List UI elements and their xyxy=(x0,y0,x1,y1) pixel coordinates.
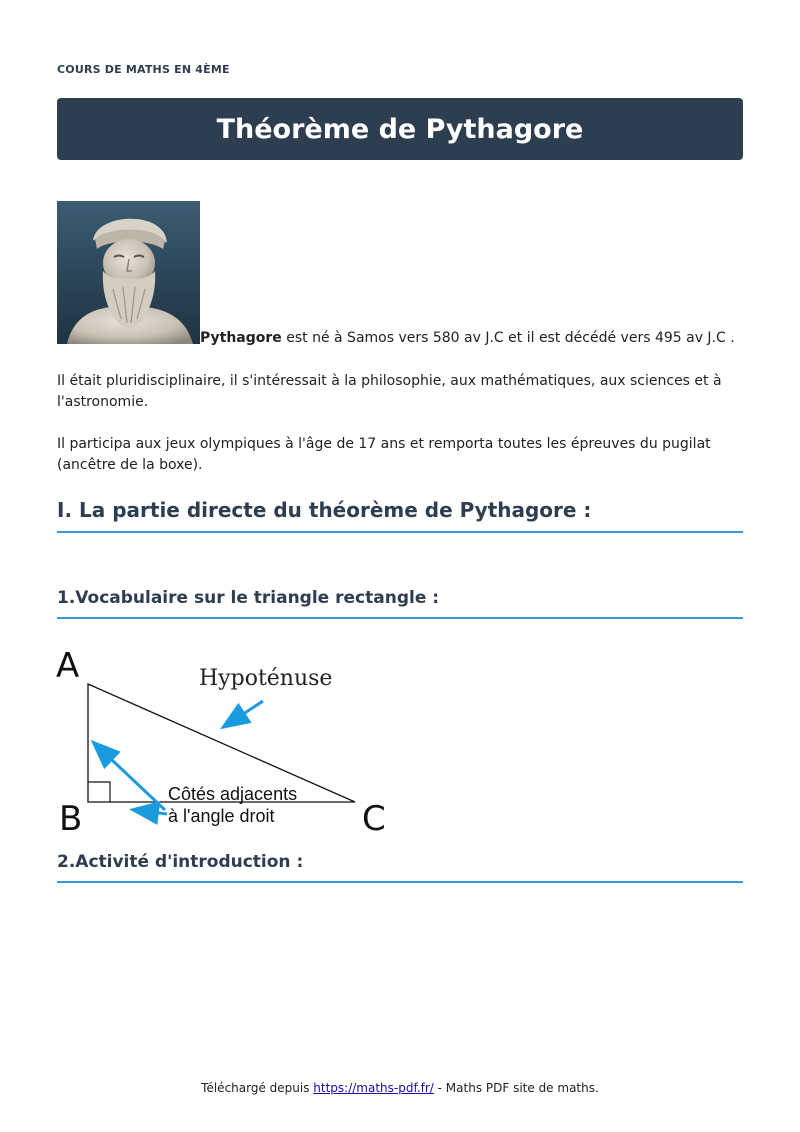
vertex-c-label: C xyxy=(362,799,386,839)
vertex-a-label: A xyxy=(56,646,80,686)
footer-prefix: Téléchargé depuis xyxy=(201,1081,314,1095)
adjacent-label-line-1: Côtés adjacents xyxy=(168,784,298,804)
title-banner xyxy=(57,98,743,160)
intro-paragraph-1-text: est né à Samos vers 580 av J.C et il est décédé vers 495 av J.C . xyxy=(281,330,735,346)
section-heading-1: I. La partie directe du théorème de Pythagore : xyxy=(57,498,743,533)
vertex-b-label: B xyxy=(59,799,83,839)
intro-paragraph-2: Il était pluridisciplinaire, il s'intéressait à la philosophie, aux mathématiques, aux sciences et à l'astronomie. xyxy=(57,373,722,410)
right-triangle-diagram xyxy=(55,640,395,844)
adjacent-arrow-vertical xyxy=(95,744,165,810)
intro-paragraph-1 xyxy=(200,328,760,349)
subsection-heading-vocabulary: 1.Vocabulaire sur le triangle rectangle : xyxy=(57,588,743,619)
footer-suffix: - Maths PDF site de maths. xyxy=(433,1081,599,1095)
footer xyxy=(0,1081,800,1095)
pythagoras-portrait xyxy=(57,201,200,344)
pythagore-name: Pythagore xyxy=(200,330,282,346)
page-title: Théorème de Pythagore xyxy=(216,113,584,145)
course-label: COURS DE MATHS EN 4ÈME xyxy=(57,63,230,76)
intro-paragraph-3: Il participa aux jeux olympiques à l'âge de 17 ans et remporta toutes les épreuves du pugilat (ancêtre de la boxe). xyxy=(57,436,711,473)
adjacent-arrow-horizontal xyxy=(135,810,167,814)
hypotenuse-label: Hypoténuse xyxy=(199,666,333,691)
right-angle-marker xyxy=(88,782,110,802)
adjacent-label-line-2: à l'angle droit xyxy=(168,806,275,826)
subsection-heading-activity: 2.Activité d'introduction : xyxy=(57,852,743,883)
hypotenuse-arrow xyxy=(225,701,263,726)
footer-link[interactable]: https://maths-pdf.fr/ xyxy=(313,1081,434,1095)
